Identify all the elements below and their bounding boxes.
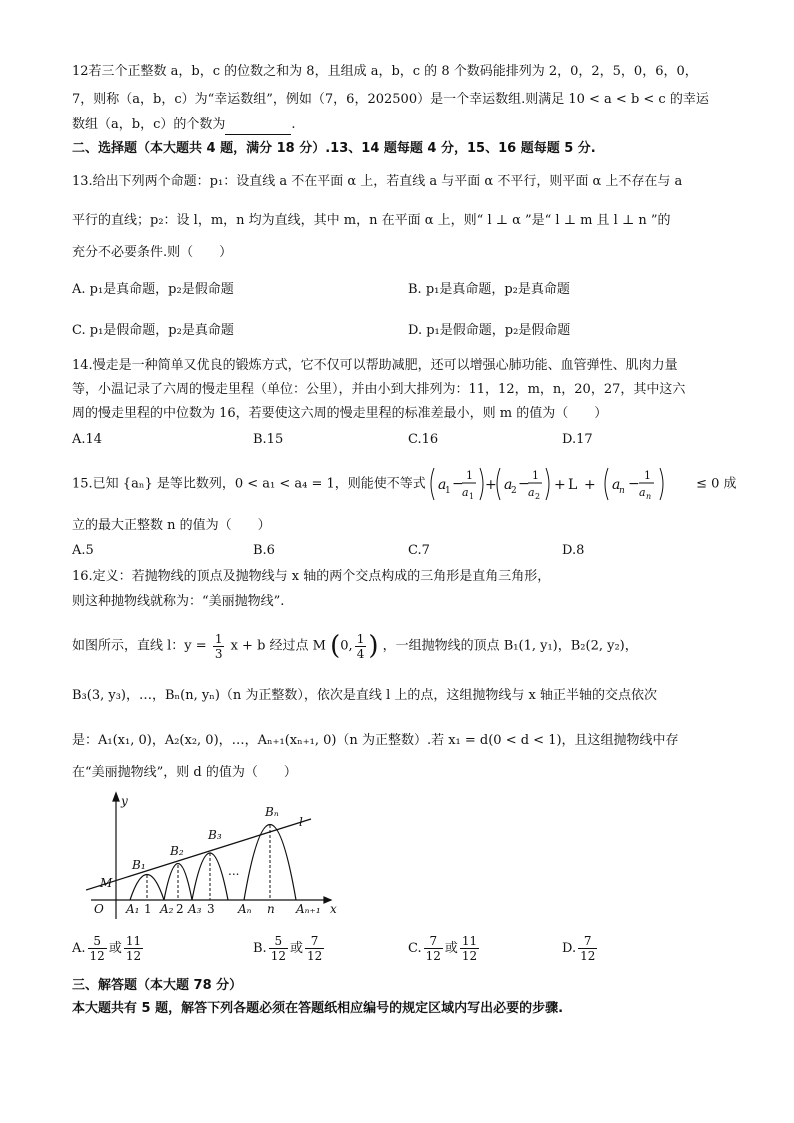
left-paren: ( [330,631,341,661]
fig-label-b1: B₁ [132,858,146,872]
svg-text:1: 1 [531,469,539,482]
q13-option-c: C. p₁是假命题，p₂是真命题 [72,323,234,338]
fraction-denominator: 12 [461,949,478,963]
q16-line2: 则这种抛物线就称为：“美丽抛物线”. [72,594,285,609]
svg-text:+: + [484,477,497,493]
q14-line1: 14.慢走是一种简单又优良的锻炼方式，它不仅可以帮助减肥，还可以增强心肺功能、血管弹性、肌肉力量 [72,358,678,373]
fig-label-an1: Aₙ₊₁ [296,902,321,916]
fraction-numerator: 1 [356,631,365,646]
fraction-seven-twelfths [578,934,597,963]
fig-label-1: 1 [144,902,152,916]
q16-option-b [253,934,326,963]
q15-inequality [430,466,692,502]
q16-option-d [562,934,599,963]
fig-label-b2: B₂ [170,844,184,858]
fraction-numerator: 5 [88,934,107,949]
svg-text:+: + [583,477,596,493]
fig-label-o: O [94,902,104,916]
right-paren: ) [368,631,379,661]
fraction-denominator: 4 [356,646,365,661]
q14-option-d: D.17 [562,432,593,447]
fraction-numerator: 5 [269,934,288,949]
fig-label-a3: A₃ [188,902,202,916]
fraction-denominator: 12 [125,949,142,963]
fig-label-a2: A₂ [160,902,174,916]
fraction-denominator: 3 [214,646,223,661]
q15-option-c: C.7 [408,543,430,558]
q13-line2: 平行的直线；p₂：设 l，m，n 均为直线，其中 m，n 在平面 α 上，则“ l ⊥ α ”是“ l ⊥ m 且 l ⊥ n ”的 [72,213,671,228]
fig-label-n: n [267,902,275,916]
q15-line2: 立的最大正整数 n 的值为（ ） [72,518,271,533]
y-axis-arrow [113,793,119,801]
q13-option-b: B. p₁是真命题，p₂是真命题 [408,282,570,297]
fraction-denominator: 12 [306,949,323,963]
fraction-numerator: 11 [461,934,478,948]
q14-line3: 周的慢走里程的中位数为 16，若要使这六周的慢走里程的标准差最小，则 m 的值为（ ） [72,406,608,421]
q13-option-d: D. p₁是假命题，p₂是假命题 [408,323,571,338]
fraction-one-third [213,632,225,661]
fraction-denominator: 12 [580,949,596,963]
svg-text:−: − [627,476,640,492]
q12-line3 [72,115,296,135]
svg-text:2: 2 [534,492,541,501]
q15-option-a: A.5 [72,543,94,558]
fraction-denominator: 12 [425,949,441,963]
svg-text:1: 1 [465,469,473,482]
fig-label-x: x [330,902,337,916]
fig-ellipsis: ... [228,864,240,878]
q14-option-a: A.14 [72,432,103,447]
q13-option-a: A. p₁是真命题，p₂是假命题 [72,282,234,297]
q16-option-a [72,934,145,963]
option-letter: A. [72,941,86,956]
fraction-numerator: 11 [125,934,142,948]
fraction-numerator: 7 [578,934,597,949]
svg-text:1: 1 [643,469,651,482]
fig-label-bn: Bₙ [265,805,279,819]
section3-note: 本大题共有 5 题，解答下列各题必须在答题纸相应编号的规定区域内写出必要的步骤. [72,1001,564,1016]
svg-text:1: 1 [444,486,451,496]
fraction-denominator: 12 [89,949,105,963]
svg-text:n: n [618,486,625,496]
q14-line2: 等，小温记录了六周的慢走里程（单位：公里），并由小到大排列为：11，12，m，n，20，27，其中这六 [72,382,686,397]
q13-line3: 充分不必要条件.则（ ） [72,245,233,260]
fraction-eleven-twelfths [124,934,143,963]
q16-line1: 16.定义：若抛物线的顶点及抛物线与 x 轴的两个交点构成的三角形是直角三角形， [72,569,551,584]
q12-line2: 7，则称（a，b，c）为“幸运数组”，例如（7，6，202500）是一个幸运数组.则满足 10 < a < b < c 的幸运 [72,92,709,107]
q16-line3: 如图所示，直线 l：y = $\frac{1}{3}$ x + b 经过点 M (0, $\frac{1}{4}$ ) ，一组抛物线的顶点 B₁(1, y₁)，B₂(2, y₂)， [72,631,638,661]
svg-text:−: − [517,476,530,492]
fraction-five-twelfths [269,934,288,963]
svg-text:1: 1 [468,492,475,501]
svg-text:2: 2 [510,486,517,496]
q12-line1: 12若三个正整数 a，b，c 的位数之和为 8，且组成 a，b，c 的 8 个数码能排列为 2，0，2，5，0，6，0， [72,64,698,79]
answer-blank [225,120,291,135]
q16-line3-a: 如图所示，直线 l：y = [72,638,207,654]
q15-option-b: B.6 [253,543,275,558]
svg-text:a: a [503,477,513,493]
fraction-denominator: 12 [270,949,286,963]
fig-label-2: 2 [176,902,184,916]
svg-text:+: + [553,477,566,493]
fraction-one-fourth [355,632,367,661]
fraction-eleven-twelfths [460,934,479,963]
option-letter: D. [562,941,577,956]
fig-label-an: Aₙ [238,902,252,916]
fraction-numerator: 1 [214,631,223,646]
fig-label-3: 3 [207,902,215,916]
q12-line3-end: . [291,117,296,132]
svg-text:n: n [645,492,652,501]
or-text: 或 [289,941,303,956]
q16-line3-c: ，一组抛物线的顶点 B₁(1, y₁)，B₂(2, y₂)， [382,638,638,654]
q15-line1-end: ≤ 0 成 [696,476,737,492]
or-text: 或 [108,941,122,956]
svg-text:−: − [451,476,464,492]
svg-text:L: L [567,477,578,493]
fraction-seven-twelfths [424,934,443,963]
q16-line3-b: x + b 经过点 M [230,638,326,654]
option-letter: B. [253,941,267,956]
q13-line1: 13.给出下列两个命题：p₁：设直线 a 不在平面 α 上，若直线 a 与平面 α 不平行，则平面 α 上不存在与 a [72,174,683,189]
svg-text:a: a [461,486,469,499]
q15-option-d: D.8 [562,543,585,558]
q16-line4: B₃(3, y₃)，…，Bₙ(n, yₙ)（n 为正整数），依次是直线 l 上的点，这组抛物线与 x 轴正半轴的交点依次 [72,688,657,703]
fig-label-m: M [100,876,113,890]
parabola-figure [86,789,386,924]
option-letter: C. [408,941,422,956]
fraction-numerator: 7 [305,934,324,949]
q15-line1-text: 15.已知 {aₙ} 是等比数列，0 < a₁ < a₄ = 1，则能使不等式 [72,476,426,492]
fig-label-y: y [121,794,128,808]
svg-text:a: a [437,477,447,493]
q14-option-c: C.16 [408,432,439,447]
svg-text:a: a [611,477,621,493]
svg-text:a: a [527,486,535,499]
fig-label-a1: A₁ [126,902,140,916]
q16-line6: 在“美丽抛物线”，则 d 的值为（ ） [72,765,297,780]
fig-label-b3: B₃ [208,828,222,842]
q14-option-b: B.15 [253,432,284,447]
or-text: 或 [444,941,458,956]
q12-line3-text: 数组（a，b，c）的个数为 [72,117,226,132]
fig-label-l: l [299,815,303,829]
fraction-seven-twelfths [305,934,324,963]
section2-heading: 二、选择题（本大题共 4 题，满分 18 分）.13、14 题每题 4 分，15、16 题每题 5 分. [72,141,596,156]
fraction-numerator: 7 [424,934,443,949]
section3-heading: 三、解答题（本大题 78 分） [72,978,243,993]
q16-option-c [408,934,481,963]
q15-line1 [72,466,737,503]
q16-line5: 是：A₁(x₁, 0)，A₂(x₂, 0)，…，Aₙ₊₁(xₙ₊₁, 0)（n 为正整数）.若 x₁ = d(0 < d < 1)，且这组抛物线中存 [72,733,679,748]
fraction-five-twelfths [88,934,107,963]
svg-text:a: a [638,486,646,499]
